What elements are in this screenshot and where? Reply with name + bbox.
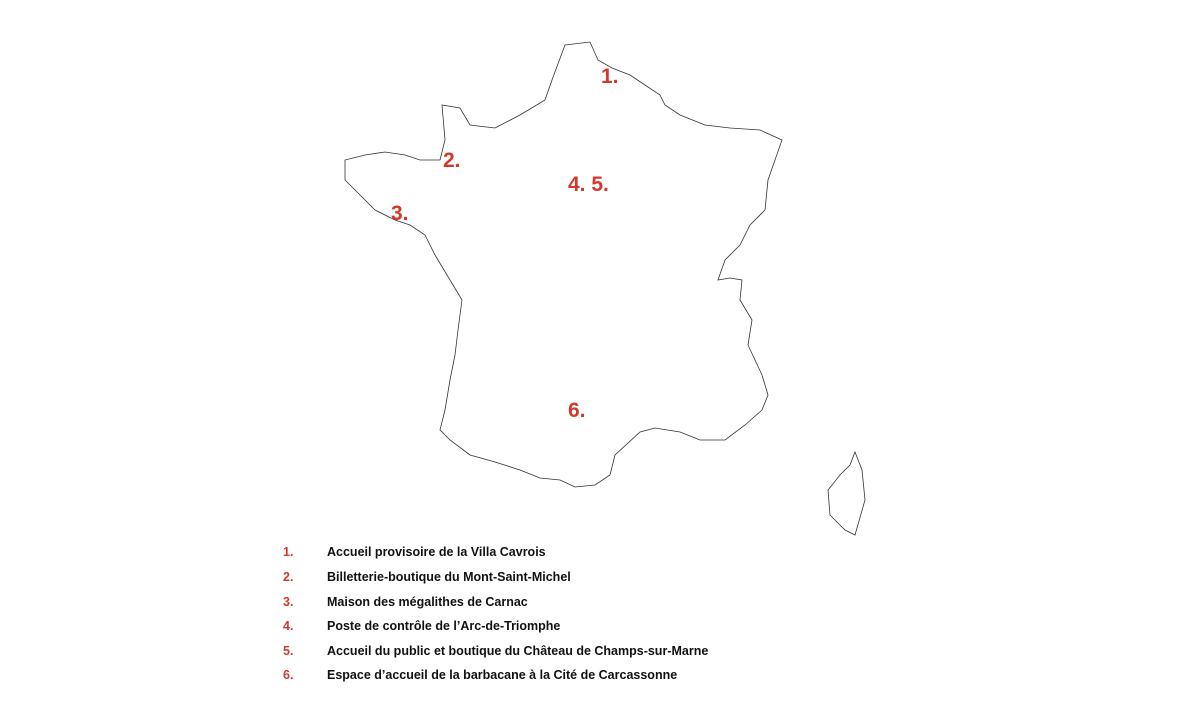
legend-number: 5. [283,644,294,658]
marker-4-5: 4. 5. [568,173,609,196]
legend-text: Accueil provisoire de la Villa Cavrois [327,545,546,559]
legend-text: Poste de contrôle de l’Arc-de-Triomphe [327,619,561,633]
legend-text: Accueil du public et boutique du Château de Champs-sur-Marne [327,644,709,658]
legend-number: 3. [283,595,294,609]
marker-6: 6. [568,399,586,422]
mainland-france-outline [345,42,782,487]
legend-number: 2. [283,570,294,584]
marker-2: 2. [443,149,461,172]
legend-number: 4. [283,619,294,633]
legend-text: Espace d’accueil de la barbacane à la Cité de Carcassonne [327,668,678,682]
marker-3: 3. [391,202,409,225]
legend-text: Billetterie-boutique du Mont-Saint-Michel [327,570,571,584]
marker-1: 1. [601,65,619,88]
legend-number: 1. [283,545,294,559]
legend-number: 6. [283,668,294,682]
legend-text: Maison des mégalithes de Carnac [327,595,528,609]
corsica-outline [828,452,865,535]
